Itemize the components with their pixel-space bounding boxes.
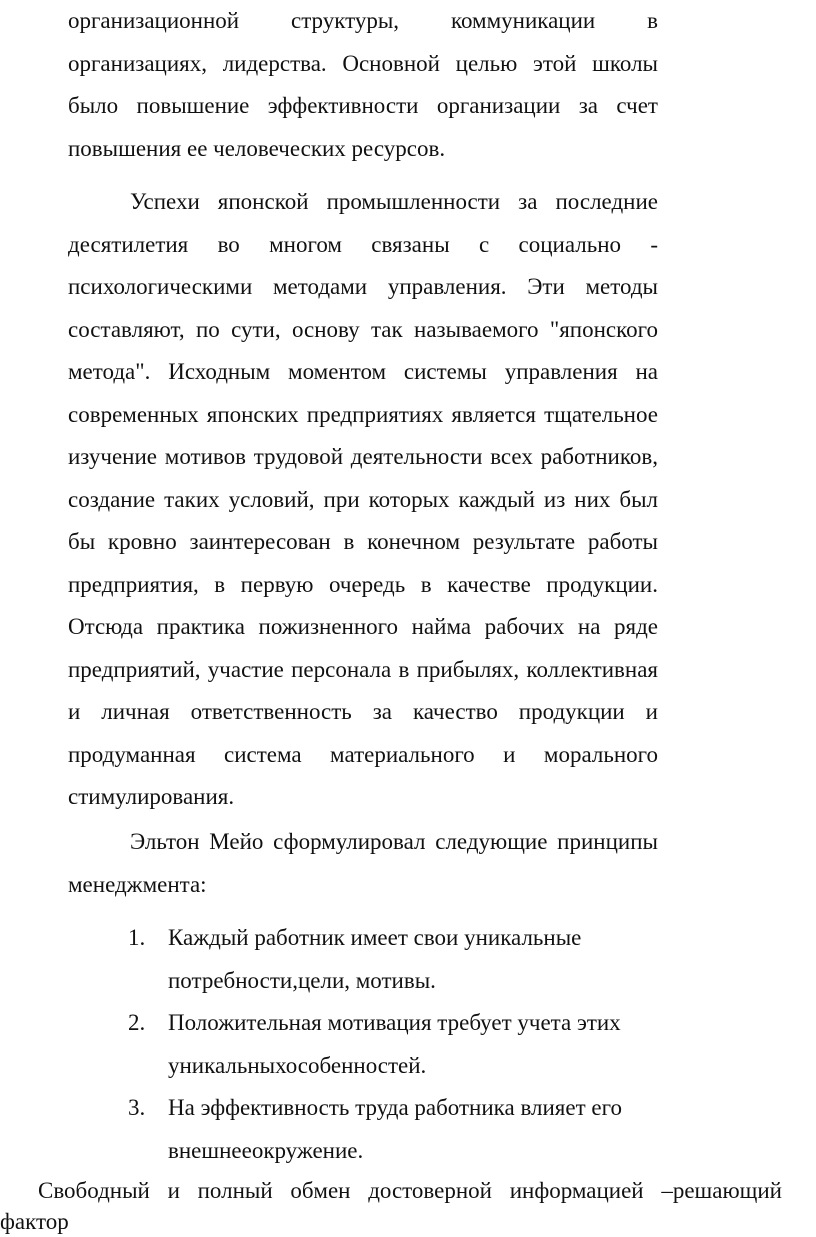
list-item-text: Каждый работник имеет свои уникальные потребности,цели, мотивы. — [168, 925, 582, 993]
principles-list — [128, 917, 658, 1172]
list-item-number: 3. — [128, 1095, 146, 1120]
list-item-text: Положительная мотивация требует учета этих уникальныхособенностей. — [168, 1010, 621, 1078]
paragraph-continuation: организационной структуры, коммуникации в организациях, лидерства. Основной целью этой школы было повышение эффективности организации за счет повышения ее человеческих ресурсов. — [68, 8, 658, 161]
list-item-number: 1. — [128, 925, 146, 950]
list-item — [128, 1002, 658, 1087]
paragraph-mayo-principles-intro: Эльтон Мейо сформулировал следующие принципы менеджмента: — [68, 829, 658, 897]
list-item-text: На эффективность труда работника влияет его внешнееокружение. — [168, 1095, 622, 1163]
list-item — [128, 1087, 658, 1172]
list-item — [128, 917, 658, 1002]
paragraph-information-exchange: Свободный и полный обмен достоверной информацией –решающий фактор — [0, 1178, 782, 1234]
paragraph-japanese-methods: Успехи японской промышленности за последние десятилетия во многом связаны с социально - психологическими методами управления. Эти методы составляют, по сути, основу так называемого "японского метода". Исходным моментом системы управления на современных японских предприятиях является тщательное изучение мотивов трудовой деятельности всех работников, создание таких условий, при которых каждый из них был бы кровно заинтересован в конечном результате работы предприятия, в первую очередь в качестве продукции. Отсюда практика пожизненного найма рабочих на ряде предприятий, участие персонала в прибылях, коллективная и личная ответственность за качество продукции и продуманная система материального и морального стимулирования. — [68, 189, 658, 809]
list-item-number: 2. — [128, 1010, 146, 1035]
